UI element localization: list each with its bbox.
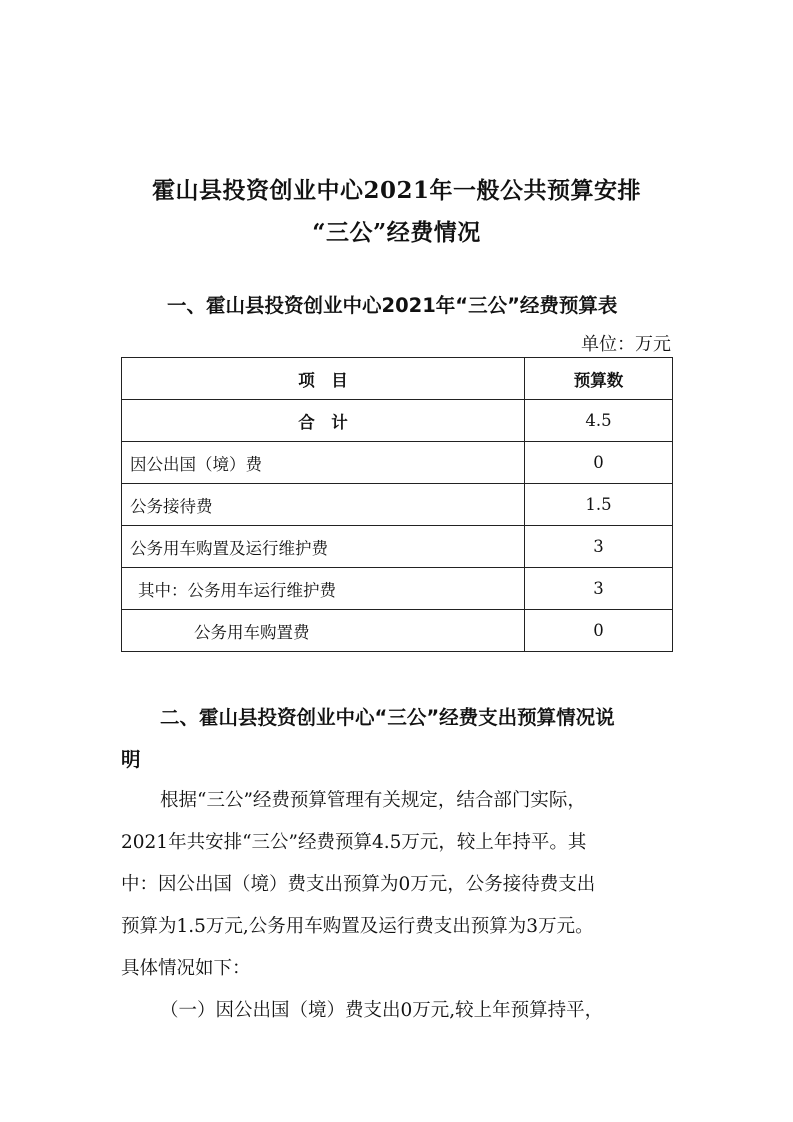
header-item: 项 目 [122, 358, 525, 400]
row-label: 公务接待费 [122, 484, 525, 526]
budget-table [121, 357, 673, 652]
paragraph-line: 预算为1.5万元,公务用车购置及运行费支出预算为3万元。 [121, 916, 594, 937]
paragraph-line: 具体情况如下： [121, 958, 251, 979]
paragraph-line: 2021年共安排“三公”经费预算4.5万元，较上年持平。其 [121, 832, 587, 853]
row-label: 因公出国（境）费 [122, 442, 525, 484]
table-row [122, 610, 673, 652]
row-label: 公务用车购置及运行维护费 [122, 526, 525, 568]
header-value: 预算数 [525, 358, 673, 400]
table-total-row [122, 400, 673, 442]
paragraph-line: （一）因公出国（境）费支出0万元,较上年预算持平， [160, 1000, 604, 1021]
paragraph-line: 根据“三公”经费预算管理有关规定，结合部门实际， [160, 790, 586, 811]
table-row [122, 484, 673, 526]
row-label: 公务用车购置费 [122, 610, 525, 652]
row-label: 其中：公务用车运行维护费 [122, 568, 525, 610]
document-title-line1: 霍山县投资创业中心2021年一般公共预算安排 [151, 177, 641, 204]
document-title-line2: “三公”经费情况 [312, 219, 481, 246]
row-value: 3 [525, 526, 673, 568]
row-value: 0 [525, 610, 673, 652]
total-label: 合 计 [122, 400, 525, 442]
table-row [122, 568, 673, 610]
total-value: 4.5 [525, 400, 673, 442]
row-value: 1.5 [525, 484, 673, 526]
row-value: 0 [525, 442, 673, 484]
paragraph-line: 中：因公出国（境）费支出预算为0万元，公务接待费支出 [121, 874, 596, 895]
table-row [122, 442, 673, 484]
section-heading-1: 一、霍山县投资创业中心2021年“三公”经费预算表 [167, 294, 618, 317]
section-heading-2-continued: 明 [121, 748, 141, 771]
row-value: 3 [525, 568, 673, 610]
table-header-row [122, 358, 673, 400]
unit-label: 单位：万元 [581, 334, 671, 355]
table-row [122, 526, 673, 568]
section-heading-2: 二、霍山县投资创业中心“三公”经费支出预算情况说 [160, 706, 615, 729]
